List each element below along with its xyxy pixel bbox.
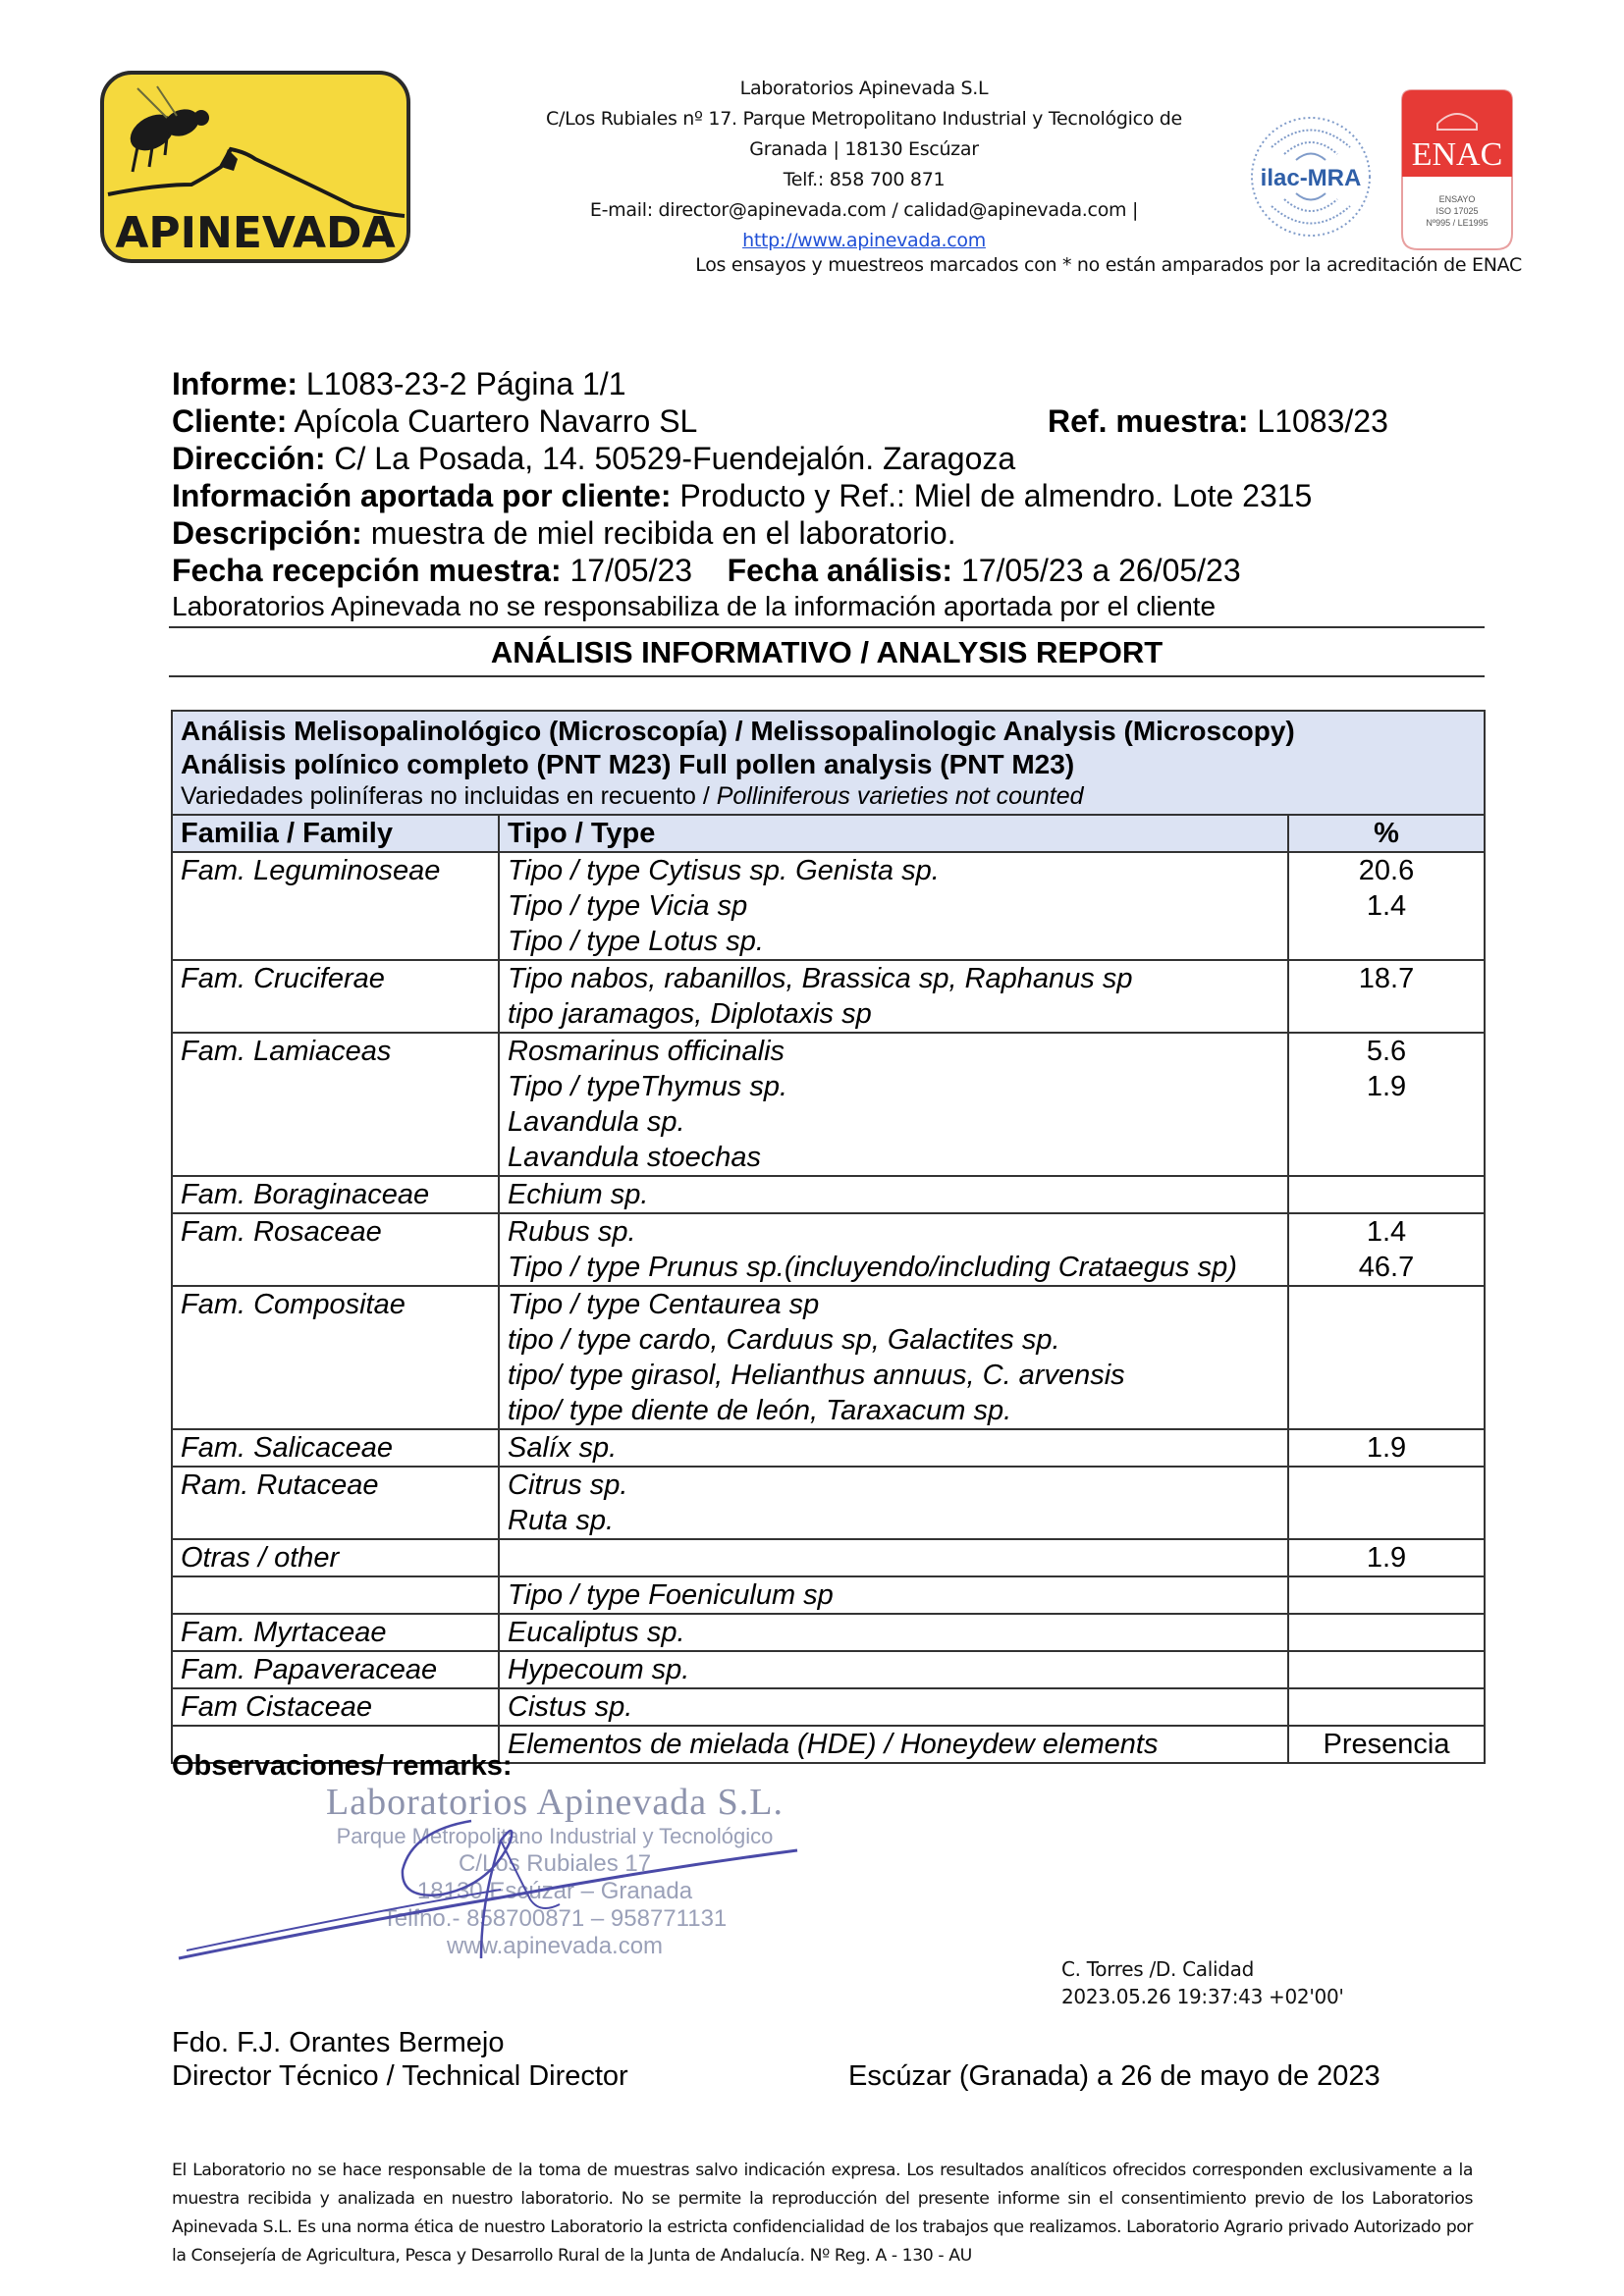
enac-icon: [1394, 86, 1520, 253]
percent-cell: [1289, 961, 1484, 1032]
ref-label: Ref. muestra:: [1048, 403, 1249, 439]
table-row: [173, 961, 1484, 1034]
family-name: Fam. Papaveraceae: [181, 1654, 438, 1685]
type-cell: [500, 1468, 1289, 1538]
percent-value: [1297, 1322, 1476, 1358]
ref-muestra: [1048, 402, 1388, 440]
divider-bottom: [169, 675, 1485, 677]
svg-text:Nº995 / LE1995: Nº995 / LE1995: [1426, 218, 1489, 228]
lab-phone: Telf.: 858 700 871: [783, 169, 946, 190]
direccion-label: Dirección:: [172, 441, 326, 476]
enac-accreditation-note: Los ensayos y muestreos marcados con * no están amparados por la acreditación de ENAC: [695, 254, 1522, 276]
type-cell: [500, 1287, 1289, 1428]
type-cell: [500, 1577, 1289, 1613]
percent-cell: [1289, 1214, 1484, 1285]
percent-value: [1297, 1577, 1476, 1613]
family-cell: [173, 1034, 500, 1175]
cliente-row: [172, 402, 1488, 440]
table-row: [173, 1430, 1484, 1468]
type-name: Tipo / type Vicia sp: [508, 890, 748, 922]
table-note-es: Variedades poliníferas no incluidas en recuento /: [181, 782, 717, 810]
percent-value: [1297, 1615, 1476, 1650]
type-name: Tipo / type Prunus sp.(incluyendo/including Crataegus sp): [508, 1252, 1237, 1283]
table-title-2: Análisis polínico completo (PNT M23) Full pollen analysis (PNT M23): [181, 749, 1075, 779]
type-cell: [500, 1615, 1289, 1650]
family-cell: [173, 1468, 500, 1538]
type-name: Elementos de mielada (HDE) / Honeydew elements: [508, 1729, 1159, 1760]
family-name: [181, 1577, 490, 1613]
fechas-row: [172, 552, 1488, 589]
family-cell: [173, 1689, 500, 1725]
info-cliente-value: Producto y Ref.: Miel de almendro. Lote 2315: [679, 478, 1313, 513]
family-name: Ram. Rutaceae: [181, 1469, 379, 1501]
table-row: [173, 1652, 1484, 1689]
cliente-label: Cliente:: [172, 403, 288, 439]
percent-value: 1.4: [1366, 890, 1407, 922]
table-row: [173, 1287, 1484, 1430]
percent-value: 18.7: [1358, 963, 1415, 994]
type-name: Lavandula sp.: [508, 1106, 685, 1138]
type-cell: [500, 1540, 1289, 1575]
type-cell: [500, 1652, 1289, 1687]
family-cell: [173, 1430, 500, 1466]
signer-block: [172, 2026, 628, 2093]
table-row: [173, 853, 1484, 961]
column-header-family: Familia / Family: [173, 816, 500, 851]
type-cell: [500, 1214, 1289, 1285]
percent-value: 1.9: [1366, 1071, 1407, 1102]
family-cell: [173, 961, 500, 1032]
type-name: Cistus sp.: [508, 1691, 633, 1723]
table-row: [173, 1214, 1484, 1287]
family-cell: [173, 1287, 500, 1428]
table-title-1: Análisis Melisopalinológico (Microscopía) / Melissopalinologic Analysis (Microscopy): [181, 716, 1295, 746]
percent-cell: [1289, 1034, 1484, 1175]
svg-text:APINEVADA: APINEVADA: [115, 208, 396, 258]
svg-text:ENAC: ENAC: [1411, 136, 1503, 173]
legal-footer: El Laboratorio no se hace responsable de la toma de muestras salvo indicación expresa. Los resultados analíticos ofrecidos corresponden exclusivamente a la muestra recibida y analizada en nuestro laboratorio. No se permite la reproducción del presente informe sin el consentimiento previo de los Laboratorios Apinevada S.L. Es una norma ética de nuestro Laboratorio la estricta confidencialidad de los trabajos que realizamos. Laboratorio Agrario privado Autorizado por la Consejería de Agricultura, Pesca y Desarrollo Rural de la Junta de Andalucía. Nº Reg. A - 130 - AU: [172, 2161, 1473, 2266]
type-name: Tipo / type Foeniculum sp: [508, 1579, 834, 1611]
family-name: Fam. Cruciferae: [181, 963, 385, 994]
handwritten-signature-icon: [177, 1782, 805, 1978]
family-name: Otras / other: [181, 1542, 340, 1574]
pollen-analysis-table: [171, 710, 1486, 1764]
percent-value: 46.7: [1358, 1252, 1415, 1283]
fecha-recepcion-label: Fecha recepción muestra:: [172, 553, 562, 588]
type-name: Rosmarinus officinalis: [508, 1036, 785, 1067]
column-header-type: Tipo / Type: [500, 816, 1289, 851]
percent-value: [1297, 1468, 1476, 1503]
percent-cell: [1289, 1540, 1484, 1575]
cliente-value: Apícola Cuartero Navarro SL: [294, 403, 698, 439]
type-name: tipo/ type girasol, Helianthus annuus, C. arvensis: [508, 1360, 1125, 1391]
percent-cell: [1289, 1577, 1484, 1613]
family-cell: [173, 1177, 500, 1212]
type-cell: [500, 1727, 1289, 1762]
percent-value: [1297, 924, 1476, 959]
family-name: Fam Cistaceae: [181, 1691, 373, 1723]
percent-value: [1297, 1287, 1476, 1322]
lab-contact-info: [432, 74, 1296, 256]
svg-text:ISO 17025: ISO 17025: [1435, 206, 1479, 216]
ilac-mra-logo: [1247, 103, 1375, 250]
type-name: tipo jaramagos, Diplotaxis sp: [508, 998, 872, 1030]
family-name: Fam. Compositae: [181, 1289, 406, 1320]
fecha-analisis-label: Fecha análisis:: [727, 553, 953, 588]
family-cell: [173, 1652, 500, 1687]
bee-mountain-logo-icon: [98, 69, 412, 265]
lab-website-link[interactable]: http://www.apinevada.com: [742, 230, 986, 251]
stamp-line-4: 18130 Escúzar – Granada: [416, 1878, 693, 1904]
percent-value: [1297, 996, 1476, 1032]
family-name: Fam. Lamiaceas: [181, 1036, 392, 1067]
type-name: Tipo / typeThymus sp.: [508, 1071, 788, 1102]
percent-cell: [1289, 1615, 1484, 1650]
family-name: Fam. Salicaceae: [181, 1432, 393, 1464]
digital-signer-name: C. Torres /D. Calidad: [1061, 1957, 1255, 1981]
informe-value: L1083-23-2 Página 1/1: [305, 366, 626, 401]
table-row: [173, 1689, 1484, 1727]
stamp-line-1: Laboratorios Apinevada S.L.: [325, 1782, 784, 1823]
percent-value: [1297, 1393, 1476, 1428]
type-name: Hypecoum sp.: [508, 1654, 690, 1685]
percent-cell: [1289, 853, 1484, 959]
lab-name: Laboratorios Apinevada S.L: [739, 78, 989, 99]
table-row: [173, 1468, 1484, 1540]
percent-value: [1297, 1104, 1476, 1140]
info-cliente-label: Información aportada por cliente:: [172, 478, 672, 513]
type-name: Salíx sp.: [508, 1432, 618, 1464]
lab-address-2: Granada | 18130 Escúzar: [749, 138, 979, 160]
descripcion-row: [172, 514, 1488, 552]
percent-value: [1297, 1652, 1476, 1687]
type-name: Ruta sp.: [508, 1505, 614, 1536]
table-note: [181, 781, 1476, 812]
signer-name: Fdo. F.J. Orantes Bermejo: [172, 2027, 505, 2058]
client-info-disclaimer: Laboratorios Apinevada no se responsabiliza de la información aportada por el cliente: [172, 591, 1217, 621]
report-title: ANÁLISIS INFORMATIVO / ANALYSIS REPORT: [490, 635, 1164, 669]
percent-value: 1.9: [1366, 1432, 1407, 1464]
family-cell: [173, 853, 500, 959]
informe-row: [172, 365, 1488, 402]
descripcion-label: Descripción:: [172, 515, 362, 551]
percent-value: [1297, 1140, 1476, 1175]
family-name: Fam. Myrtaceae: [181, 1617, 387, 1648]
place-and-date: Escúzar (Granada) a 26 de mayo de 2023: [848, 2060, 1380, 2092]
percent-value: [1297, 1177, 1476, 1212]
report-info-block: [172, 365, 1488, 626]
type-name: Tipo nabos, rabanillos, Brassica sp, Raphanus sp: [508, 963, 1133, 994]
type-cell: [500, 1430, 1289, 1466]
fecha-analisis-value: 17/05/23 a 26/05/23: [960, 553, 1241, 588]
stamp-line-3: C/Los Rubiales 17: [458, 1850, 652, 1877]
percent-value: [1297, 1358, 1476, 1393]
column-header-percent: %: [1374, 818, 1399, 849]
lab-address-1: C/Los Rubiales nº 17. Parque Metropolitano Industrial y Tecnológico de: [546, 108, 1182, 130]
type-name: Rubus sp.: [508, 1216, 636, 1248]
percent-cell: [1289, 1689, 1484, 1725]
type-cell: [500, 853, 1289, 959]
family-cell: [173, 1540, 500, 1575]
table-row: [173, 1034, 1484, 1177]
percent-value: 20.6: [1358, 855, 1415, 886]
digital-signature-timestamp: 2023.05.26 19:37:43 +02'00': [1061, 1985, 1344, 2008]
stamp-line-2: Parque Metropolitano Industrial y Tecnológico: [336, 1824, 774, 1848]
table-body: [173, 853, 1484, 1762]
type-cell: [500, 961, 1289, 1032]
percent-cell: [1289, 1727, 1484, 1762]
type-cell: [500, 1034, 1289, 1175]
percent-value: 5.6: [1366, 1036, 1407, 1067]
stamp-line-5: Telfno.- 858700871 – 958771131: [382, 1905, 728, 1932]
percent-value: 1.4: [1366, 1216, 1407, 1248]
family-cell: [173, 1615, 500, 1650]
percent-value: 1.9: [1366, 1542, 1407, 1574]
svg-text:ilac-MRA: ilac-MRA: [1260, 165, 1362, 191]
table-row: [173, 1540, 1484, 1577]
type-name: Lavandula stoechas: [508, 1142, 761, 1173]
ilac-mra-icon: [1247, 103, 1375, 250]
type-name: Eucaliptus sp.: [508, 1617, 685, 1648]
table-title-band: [173, 712, 1484, 816]
family-name: Fam. Boraginaceae: [181, 1179, 430, 1210]
table-row: [173, 1577, 1484, 1615]
type-name: Echium sp.: [508, 1179, 649, 1210]
digital-signature-info: [1061, 1955, 1344, 2010]
stamp-line-6: www.apinevada.com: [446, 1933, 664, 1959]
informe-label: Informe:: [172, 366, 298, 401]
table-header-row: [173, 816, 1484, 853]
percent-value: [1297, 1503, 1476, 1538]
info-cliente-row: [172, 477, 1488, 514]
table-row: [173, 1615, 1484, 1652]
percent-cell: [1289, 1430, 1484, 1466]
observations-label: Observaciones/ remarks:: [172, 1750, 513, 1782]
percent-value: [1297, 1689, 1476, 1725]
family-name: Fam. Rosaceae: [181, 1216, 382, 1248]
table-note-en: Polliniferous varieties not counted: [716, 782, 1084, 810]
table-row: [173, 1177, 1484, 1214]
type-name: Tipo / type Centaurea sp: [508, 1289, 820, 1320]
family-name: Fam. Leguminoseae: [181, 855, 441, 886]
percent-cell: [1289, 1287, 1484, 1428]
type-name: Citrus sp.: [508, 1469, 628, 1501]
type-cell: [500, 1177, 1289, 1212]
type-name: tipo/ type diente de león, Taraxacum sp.: [508, 1395, 1012, 1426]
direccion-row: [172, 440, 1488, 477]
percent-cell: [1289, 1652, 1484, 1687]
apinevada-logo: [98, 69, 412, 265]
family-cell: [173, 1214, 500, 1285]
fecha-recepcion-value: 17/05/23: [569, 553, 693, 588]
type-name: Tipo / type Lotus sp.: [508, 926, 764, 957]
percent-cell: [1289, 1468, 1484, 1538]
percent-cell: [1289, 1177, 1484, 1212]
descripcion-value: muestra de miel recibida en el laboratorio.: [370, 515, 956, 551]
divider-top: [169, 626, 1485, 628]
lab-stamp: [177, 1782, 805, 1978]
type-name: tipo / type cardo, Carduus sp, Galactites sp.: [508, 1324, 1060, 1356]
enac-logo: [1394, 86, 1520, 253]
direccion-value: C/ La Posada, 14. 50529-Fuendejalón. Zaragoza: [334, 441, 1016, 476]
percent-value: Presencia: [1323, 1729, 1450, 1760]
svg-text:ENSAYO: ENSAYO: [1438, 194, 1476, 204]
ref-value: L1083/23: [1257, 403, 1388, 439]
type-name: Tipo / type Cytisus sp. Genista sp.: [508, 855, 940, 886]
type-cell: [500, 1689, 1289, 1725]
lab-email: E-mail: director@apinevada.com / calidad@apinevada.com |: [589, 199, 1139, 221]
signer-title: Director Técnico / Technical Director: [172, 2060, 628, 2092]
family-cell: [173, 1577, 500, 1613]
type-name: [508, 1540, 1279, 1575]
